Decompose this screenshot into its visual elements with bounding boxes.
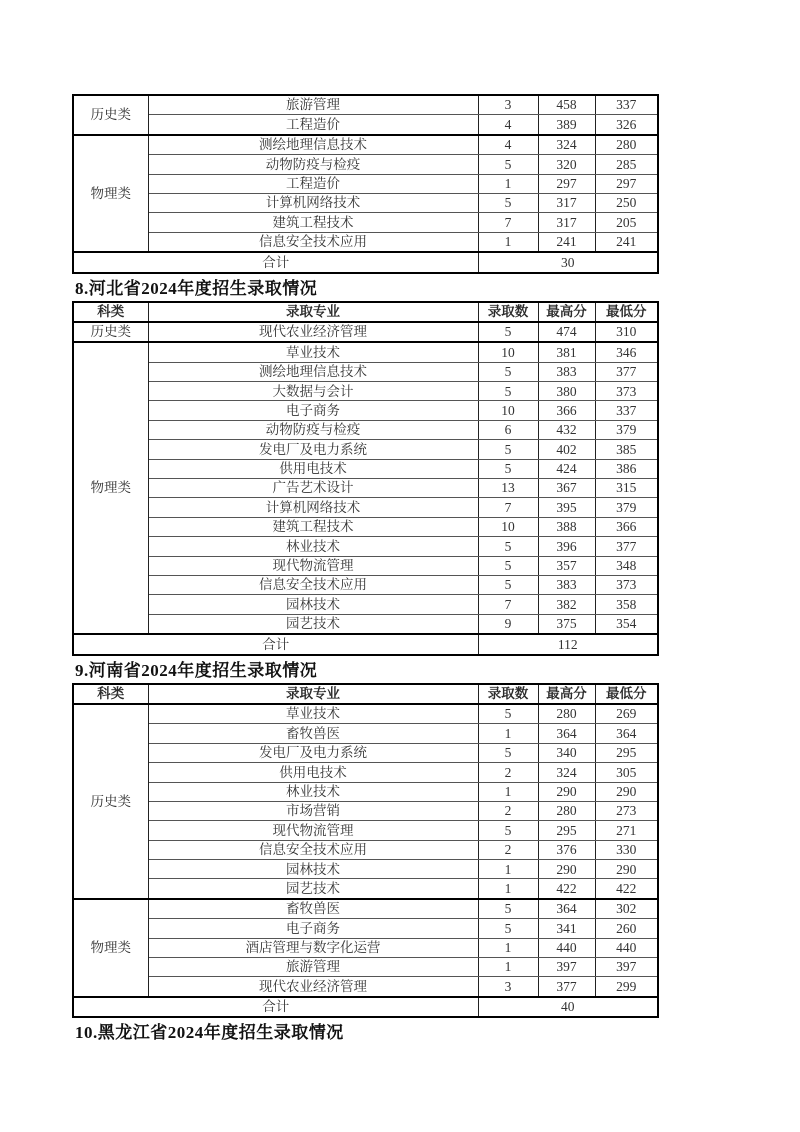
major-cell: 林业技术 [148,782,478,801]
major-cell: 现代农业经济管理 [148,977,478,997]
count-cell: 1 [478,782,538,801]
min-score-cell: 295 [595,743,658,762]
max-score-cell: 317 [538,193,595,212]
table-row [73,595,658,614]
max-score-cell: 388 [538,517,595,536]
header-category-cell: 科类 [73,684,148,704]
table-row [73,840,658,859]
min-score-cell: 271 [595,821,658,840]
max-score-cell: 389 [538,115,595,135]
min-score-cell: 305 [595,763,658,782]
count-cell: 5 [478,362,538,381]
max-score-cell: 364 [538,724,595,743]
table-row [73,213,658,232]
max-score-cell: 340 [538,743,595,762]
sections-container [72,94,800,1042]
max-score-cell: 395 [538,498,595,517]
min-score-cell: 273 [595,801,658,820]
admissions-table [72,94,659,274]
table-row [73,193,658,212]
table-row [73,575,658,594]
header-major-cell: 录取专业 [148,684,478,704]
min-score-cell: 310 [595,322,658,342]
count-cell: 2 [478,840,538,859]
major-cell: 酒店管理与数字化运营 [148,938,478,957]
count-cell: 6 [478,420,538,439]
table-row [73,556,658,575]
count-cell: 5 [478,382,538,401]
max-score-cell: 317 [538,213,595,232]
count-cell: 5 [478,440,538,459]
max-score-cell: 290 [538,782,595,801]
table-row [73,479,658,498]
major-cell: 建筑工程技术 [148,517,478,536]
min-score-cell: 440 [595,938,658,957]
major-cell: 畜牧兽医 [148,899,478,919]
table-row [73,174,658,193]
count-cell: 1 [478,860,538,879]
table-row [73,958,658,977]
max-score-cell: 376 [538,840,595,859]
table-row [73,440,658,459]
count-cell: 2 [478,801,538,820]
min-score-cell: 326 [595,115,658,135]
count-cell: 1 [478,232,538,252]
major-cell: 旅游管理 [148,95,478,115]
min-score-cell: 297 [595,174,658,193]
table-row [73,614,658,634]
section-heading: 10.黑龙江省2024年度招生录取情况 [75,1023,344,1043]
min-score-cell: 373 [595,382,658,401]
total-value-cell: 40 [478,997,658,1017]
major-cell: 现代物流管理 [148,821,478,840]
major-cell: 畜牧兽医 [148,724,478,743]
max-score-cell: 280 [538,801,595,820]
count-cell: 5 [478,743,538,762]
total-value-cell: 112 [478,634,658,654]
category-cell: 物理类 [73,135,148,252]
count-cell: 4 [478,115,538,135]
header-category-cell: 科类 [73,302,148,322]
max-score-cell: 357 [538,556,595,575]
count-cell: 5 [478,193,538,212]
min-score-cell: 358 [595,595,658,614]
max-score-cell: 383 [538,575,595,594]
table-row [73,743,658,762]
max-score-cell: 297 [538,174,595,193]
table-row [73,232,658,252]
section-heading: 9.河南省2024年度招生录取情况 [75,660,318,680]
major-cell: 工程造价 [148,115,478,135]
major-cell: 草业技术 [148,342,478,362]
max-score-cell: 397 [538,958,595,977]
table-row [73,938,658,957]
min-score-cell: 373 [595,575,658,594]
max-score-cell: 396 [538,537,595,556]
major-cell: 广告艺术设计 [148,479,478,498]
max-score-cell: 364 [538,899,595,919]
category-cell: 历史类 [73,95,148,135]
count-cell: 7 [478,213,538,232]
admissions-table [72,301,659,656]
major-cell: 林业技术 [148,537,478,556]
table-row [73,919,658,938]
major-cell: 大数据与会计 [148,382,478,401]
count-cell: 1 [478,958,538,977]
max-score-cell: 366 [538,401,595,420]
max-score-cell: 474 [538,322,595,342]
table-row [73,782,658,801]
category-cell: 历史类 [73,704,148,899]
count-cell: 10 [478,342,538,362]
min-score-cell: 377 [595,537,658,556]
max-score-cell: 367 [538,479,595,498]
max-score-cell: 383 [538,362,595,381]
table-row [73,362,658,381]
total-label-cell: 合计 [73,997,478,1017]
max-score-cell: 377 [538,977,595,997]
major-cell: 园林技术 [148,595,478,614]
min-score-cell: 337 [595,401,658,420]
header-major-cell: 录取专业 [148,302,478,322]
major-cell: 发电厂及电力系统 [148,743,478,762]
min-score-cell: 260 [595,919,658,938]
total-label-cell: 合计 [73,634,478,654]
table-row [73,420,658,439]
count-cell: 9 [478,614,538,634]
min-score-cell: 379 [595,420,658,439]
total-value-cell: 30 [478,252,658,272]
count-cell: 5 [478,459,538,478]
header-min-score-cell: 最低分 [595,684,658,704]
max-score-cell: 375 [538,614,595,634]
major-cell: 供用电技术 [148,459,478,478]
count-cell: 1 [478,938,538,957]
min-score-cell: 354 [595,614,658,634]
major-cell: 现代物流管理 [148,556,478,575]
major-cell: 信息安全技术应用 [148,840,478,859]
table-row [73,498,658,517]
table-row [73,704,658,724]
major-cell: 发电厂及电力系统 [148,440,478,459]
max-score-cell: 382 [538,595,595,614]
max-score-cell: 324 [538,763,595,782]
count-cell: 5 [478,821,538,840]
count-cell: 5 [478,155,538,174]
min-score-cell: 290 [595,860,658,879]
count-cell: 7 [478,595,538,614]
min-score-cell: 285 [595,155,658,174]
count-cell: 5 [478,704,538,724]
max-score-cell: 422 [538,879,595,899]
table-row [73,155,658,174]
count-cell: 5 [478,537,538,556]
min-score-cell: 250 [595,193,658,212]
min-score-cell: 386 [595,459,658,478]
table-row [73,801,658,820]
major-cell: 旅游管理 [148,958,478,977]
min-score-cell: 269 [595,704,658,724]
max-score-cell: 290 [538,860,595,879]
total-label-cell: 合计 [73,252,478,272]
table-row [73,342,658,362]
major-cell: 供用电技术 [148,763,478,782]
total-row [73,252,658,272]
header-max-score-cell: 最高分 [538,302,595,322]
min-score-cell: 346 [595,342,658,362]
table-header-row [73,684,658,704]
max-score-cell: 241 [538,232,595,252]
min-score-cell: 377 [595,362,658,381]
min-score-cell: 290 [595,782,658,801]
table-row [73,860,658,879]
max-score-cell: 380 [538,382,595,401]
category-cell: 历史类 [73,322,148,342]
major-cell: 建筑工程技术 [148,213,478,232]
major-cell: 测绘地理信息技术 [148,362,478,381]
major-cell: 电子商务 [148,919,478,938]
major-cell: 计算机网络技术 [148,498,478,517]
table-row [73,763,658,782]
total-row [73,997,658,1017]
table-row [73,724,658,743]
table-row [73,459,658,478]
max-score-cell: 320 [538,155,595,174]
table-row [73,115,658,135]
max-score-cell: 295 [538,821,595,840]
min-score-cell: 379 [595,498,658,517]
count-cell: 1 [478,724,538,743]
count-cell: 3 [478,95,538,115]
header-max-score-cell: 最高分 [538,684,595,704]
major-cell: 计算机网络技术 [148,193,478,212]
min-score-cell: 330 [595,840,658,859]
table-row [73,537,658,556]
category-cell: 物理类 [73,899,148,997]
min-score-cell: 385 [595,440,658,459]
count-cell: 7 [478,498,538,517]
max-score-cell: 402 [538,440,595,459]
count-cell: 5 [478,575,538,594]
table-row [73,517,658,536]
min-score-cell: 315 [595,479,658,498]
total-row [73,634,658,654]
table-row [73,821,658,840]
section-heading: 8.河北省2024年度招生录取情况 [75,278,318,298]
major-cell: 园艺技术 [148,614,478,634]
min-score-cell: 302 [595,899,658,919]
major-cell: 园林技术 [148,860,478,879]
count-cell: 13 [478,479,538,498]
header-min-score-cell: 最低分 [595,302,658,322]
max-score-cell: 424 [538,459,595,478]
max-score-cell: 432 [538,420,595,439]
category-cell: 物理类 [73,342,148,634]
min-score-cell: 364 [595,724,658,743]
major-cell: 市场营销 [148,801,478,820]
major-cell: 信息安全技术应用 [148,232,478,252]
major-cell: 草业技术 [148,704,478,724]
min-score-cell: 337 [595,95,658,115]
table-row [73,95,658,115]
max-score-cell: 324 [538,135,595,155]
count-cell: 1 [478,879,538,899]
table-header-row [73,302,658,322]
max-score-cell: 280 [538,704,595,724]
min-score-cell: 422 [595,879,658,899]
table-row [73,879,658,899]
min-score-cell: 348 [595,556,658,575]
count-cell: 1 [478,174,538,193]
count-cell: 5 [478,556,538,575]
table-row [73,322,658,342]
header-count-cell: 录取数 [478,684,538,704]
max-score-cell: 440 [538,938,595,957]
table-row [73,977,658,997]
table-row [73,135,658,155]
max-score-cell: 458 [538,95,595,115]
header-count-cell: 录取数 [478,302,538,322]
major-cell: 动物防疫与检疫 [148,155,478,174]
count-cell: 2 [478,763,538,782]
min-score-cell: 205 [595,213,658,232]
major-cell: 园艺技术 [148,879,478,899]
major-cell: 电子商务 [148,401,478,420]
major-cell: 工程造价 [148,174,478,193]
table-row [73,382,658,401]
count-cell: 10 [478,517,538,536]
min-score-cell: 397 [595,958,658,977]
count-cell: 5 [478,899,538,919]
max-score-cell: 341 [538,919,595,938]
major-cell: 动物防疫与检疫 [148,420,478,439]
table-row [73,899,658,919]
count-cell: 5 [478,919,538,938]
major-cell: 信息安全技术应用 [148,575,478,594]
admissions-table [72,683,659,1019]
min-score-cell: 299 [595,977,658,997]
table-row [73,401,658,420]
major-cell: 现代农业经济管理 [148,322,478,342]
count-cell: 3 [478,977,538,997]
count-cell: 10 [478,401,538,420]
min-score-cell: 280 [595,135,658,155]
major-cell: 测绘地理信息技术 [148,135,478,155]
count-cell: 5 [478,322,538,342]
min-score-cell: 241 [595,232,658,252]
min-score-cell: 366 [595,517,658,536]
max-score-cell: 381 [538,342,595,362]
count-cell: 4 [478,135,538,155]
